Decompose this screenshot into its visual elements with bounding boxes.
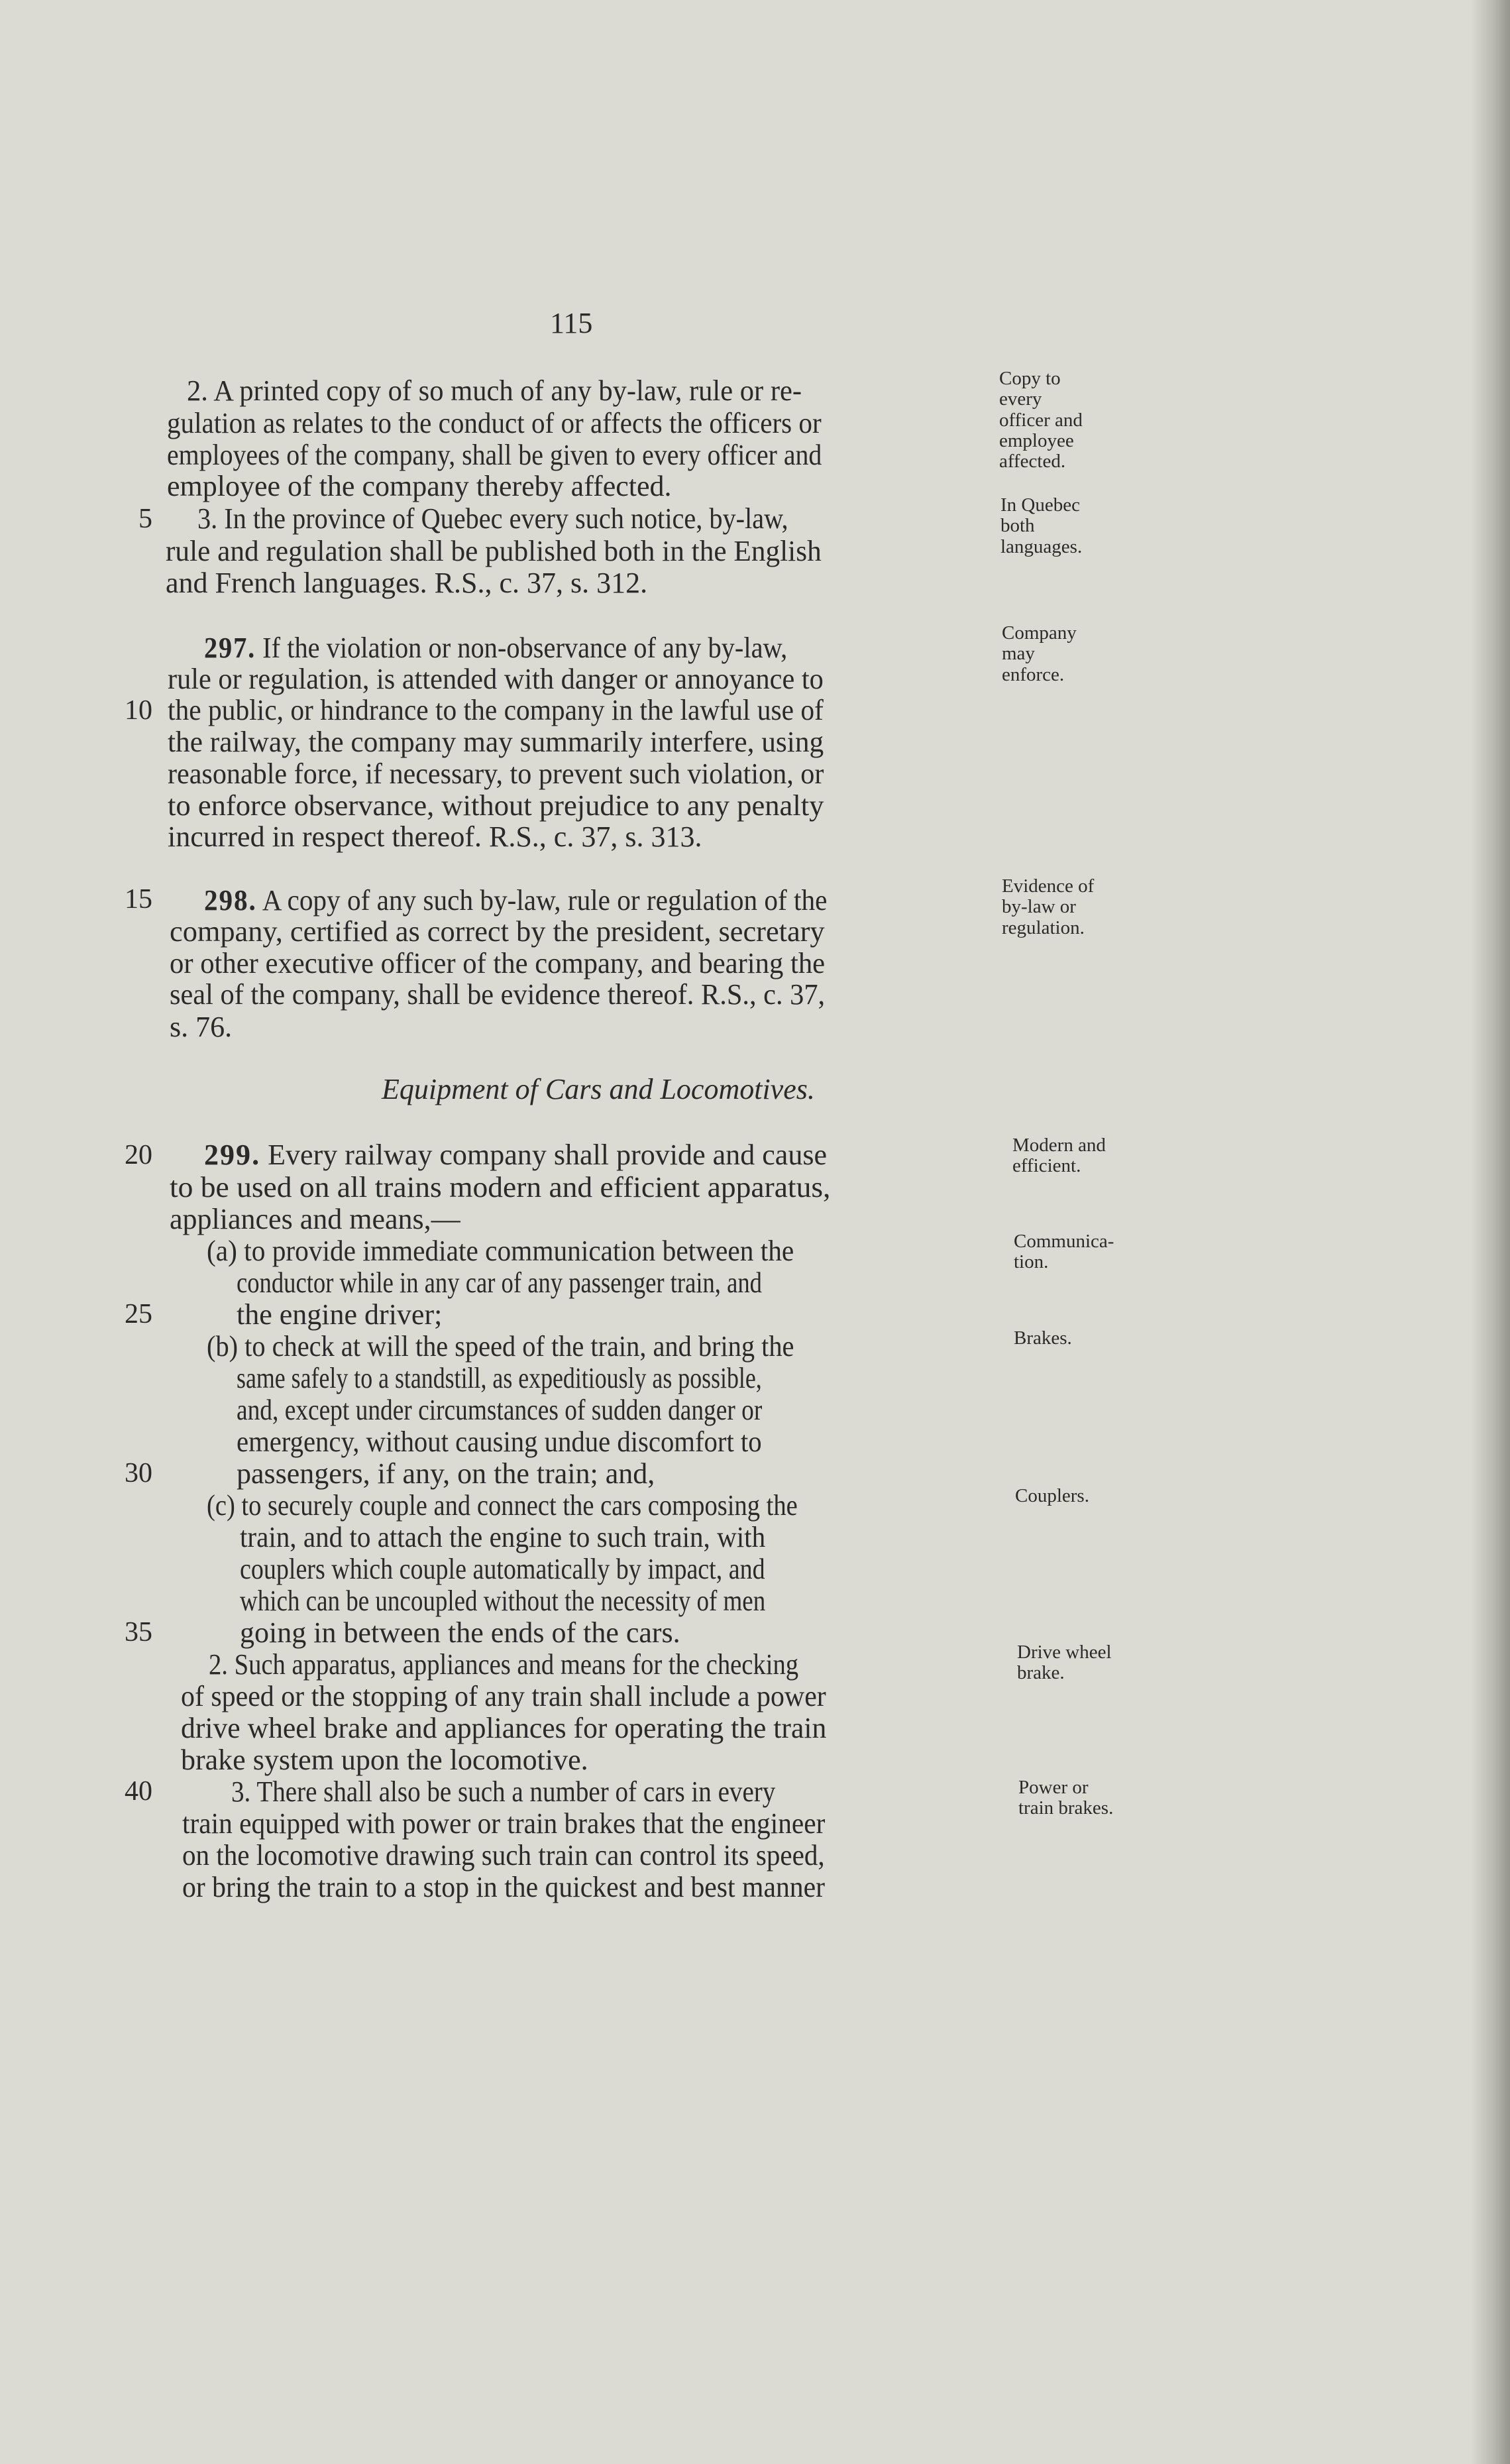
- margin-note: [1014, 1231, 1114, 1273]
- margin-note-line: In Quebec: [1000, 494, 1080, 516]
- margin-note-line: Couplers.: [1015, 1485, 1089, 1506]
- line-text: (b) to check at will the speed of the train, and bring the: [207, 1330, 794, 1363]
- line-text: going in between the ends of the cars.: [240, 1616, 680, 1649]
- margin-note-line: may: [1002, 643, 1035, 665]
- line-text: same safely to a standstill, as expeditiously as possible,: [237, 1362, 762, 1394]
- line-text: 2. A printed copy of so much of any by-law, rule or re-: [187, 374, 802, 407]
- text-line: [170, 980, 825, 1009]
- margin-note: [1002, 876, 1094, 938]
- text-line: [182, 1841, 825, 1870]
- text-line: [167, 441, 822, 470]
- text-line: [207, 1491, 798, 1520]
- margin-note-line: every: [999, 388, 1042, 410]
- margin-note: [999, 368, 1083, 473]
- text-line: [182, 1873, 825, 1902]
- section-number: 298.: [204, 884, 257, 917]
- line-text: train, and to attach the engine to such train, with: [240, 1521, 766, 1553]
- margin-note-line: enforce.: [1002, 663, 1065, 685]
- text-line: [168, 665, 824, 694]
- line-text: 3. There shall also be such a number of cars in every: [231, 1775, 776, 1808]
- line-text: conductor while in any car of any passenger train, and: [237, 1266, 762, 1299]
- margin-note: [1002, 623, 1077, 685]
- text-line: [181, 1682, 826, 1711]
- line-text: the railway, the company may summarily interfere, using: [168, 726, 824, 758]
- line-number: 15: [125, 884, 152, 915]
- text-line: [237, 1428, 762, 1457]
- margin-note-line: affected.: [999, 451, 1066, 473]
- text-line: [204, 634, 787, 663]
- margin-note-line: employee: [999, 429, 1074, 451]
- margin-note: [1000, 495, 1082, 557]
- line-text: 3. In the province of Quebec every such notice, by-law,: [197, 502, 788, 535]
- text-line: [182, 1809, 825, 1838]
- line-text: gulation as relates to the conduct of or affects the officers or: [167, 407, 822, 439]
- line-text: If the violation or non-observance of any by-law,: [256, 632, 788, 664]
- text-line: [181, 1714, 826, 1743]
- line-text: the engine driver;: [237, 1298, 443, 1331]
- margin-note: [1017, 1642, 1112, 1684]
- text-line: [204, 1141, 827, 1170]
- text-line: [237, 1459, 655, 1488]
- page-number: 115: [550, 307, 593, 339]
- margin-note-line: Copy to: [999, 368, 1061, 389]
- line-text: (a) to provide immediate communication between the: [207, 1235, 794, 1267]
- margin-note-line: train brakes.: [1018, 1797, 1114, 1819]
- line-text: seal of the company, shall be evidence thereof. R.S., c. 37,: [170, 978, 826, 1011]
- line-text: drive wheel brake and appliances for operating the train: [181, 1712, 827, 1744]
- text-line: [170, 1013, 232, 1042]
- line-text: Every railway company shall provide and cause: [260, 1139, 828, 1171]
- line-text: to be used on all trains modern and efficient apparatus,: [170, 1171, 831, 1204]
- margin-note: [1015, 1486, 1089, 1506]
- text-line: [168, 822, 702, 852]
- text-line: [197, 504, 788, 533]
- margin-note-line: efficient.: [1012, 1155, 1081, 1177]
- text-line: [240, 1587, 765, 1616]
- section-number: 297.: [204, 632, 256, 664]
- line-number: 20: [125, 1140, 152, 1170]
- margin-note-line: languages.: [1000, 535, 1083, 557]
- line-text: and French languages. R.S., c. 37, s. 312.: [166, 567, 648, 599]
- text-line: [168, 696, 824, 725]
- text-line: [240, 1555, 765, 1584]
- line-number: 30: [125, 1458, 152, 1488]
- text-line: [237, 1396, 762, 1425]
- margin-note-line: both: [1000, 515, 1035, 537]
- line-text: appliances and means,—: [170, 1203, 460, 1235]
- line-text: train equipped with power or train brakes that the engineer: [182, 1807, 826, 1840]
- line-text: on the locomotive drawing such train can control its speed,: [182, 1839, 825, 1872]
- text-line: [170, 949, 825, 978]
- margin-note-line: regulation.: [1002, 917, 1085, 938]
- margin-note: [1018, 1777, 1113, 1819]
- margin-note-line: Company: [1002, 622, 1077, 644]
- text-line: [240, 1523, 765, 1552]
- text-line: [207, 1237, 794, 1266]
- margin-note-line: Power or: [1018, 1777, 1089, 1798]
- margin-note-line: Communica-: [1014, 1231, 1114, 1252]
- line-number: 35: [125, 1617, 152, 1648]
- line-text: passengers, if any, on the train; and,: [237, 1457, 655, 1490]
- margin-note-line: Evidence of: [1002, 875, 1095, 897]
- line-text: of speed or the stopping of any train shall include a power: [181, 1680, 826, 1712]
- text-line: [231, 1777, 775, 1807]
- line-number: 40: [125, 1776, 152, 1807]
- margin-note-line: Drive wheel: [1017, 1642, 1112, 1663]
- line-text: couplers which couple automatically by impact, and: [240, 1553, 765, 1585]
- text-line: [204, 886, 827, 915]
- margin-note: [1012, 1135, 1106, 1177]
- margin-note-line: by-law or: [1002, 896, 1076, 918]
- line-text: 2. Such apparatus, appliances and means for the checking: [209, 1648, 799, 1681]
- text-line: [240, 1618, 680, 1648]
- line-number: 10: [125, 695, 152, 726]
- line-text: which can be uncoupled without the necessity of men: [240, 1585, 766, 1617]
- text-line: [167, 472, 672, 501]
- text-line: [237, 1364, 762, 1393]
- text-line: [168, 728, 824, 757]
- section-heading: Equipment of Cars and Locomotives.: [382, 1073, 815, 1105]
- line-text: brake system upon the locomotive.: [181, 1744, 588, 1776]
- line-text: emergency, without causing undue discomfort to: [237, 1426, 762, 1458]
- line-text: rule and regulation shall be published both in the English: [166, 535, 822, 567]
- line-text: company, certified as correct by the president, secretary: [170, 915, 825, 948]
- line-text: (c) to securely couple and connect the cars composing the: [207, 1489, 798, 1522]
- text-line: [237, 1268, 762, 1298]
- line-text: A copy of any such by-law, rule or regulation of the: [256, 884, 828, 917]
- line-text: employee of the company thereby affected.: [167, 470, 672, 502]
- text-line: [170, 917, 825, 946]
- line-text: employees of the company, shall be given to every officer and: [167, 439, 822, 471]
- line-text: and, except under circumstances of sudden danger or: [237, 1394, 763, 1426]
- margin-note-line: Modern and: [1012, 1135, 1106, 1156]
- line-text: or other executive officer of the company, and bearing the: [170, 947, 826, 980]
- line-text: the public, or hindrance to the company in the lawful use of: [168, 694, 824, 726]
- text-line: [170, 1205, 460, 1234]
- text-line: [237, 1300, 442, 1329]
- text-line: [207, 1332, 794, 1361]
- margin-note: [1014, 1328, 1072, 1349]
- section-number: 299.: [204, 1139, 261, 1171]
- margin-note-line: brake.: [1017, 1662, 1065, 1684]
- page-edge-shadow: [1470, 0, 1510, 2464]
- line-text: s. 76.: [170, 1011, 233, 1043]
- line-number: 5: [138, 504, 152, 534]
- line-text: incurred in respect thereof. R.S., c. 37, s. 313.: [168, 820, 702, 853]
- text-line: [187, 376, 802, 406]
- line-number: 25: [125, 1299, 152, 1329]
- text-line: [168, 759, 824, 789]
- line-text: to enforce observance, without prejudice to any penalty: [168, 789, 824, 822]
- text-line: [170, 1173, 830, 1202]
- text-line: [167, 409, 822, 438]
- text-line: [166, 537, 822, 566]
- margin-note-line: Brakes.: [1014, 1327, 1072, 1349]
- line-text: or bring the train to a stop in the quickest and best manner: [182, 1871, 826, 1903]
- text-line: [168, 791, 824, 820]
- text-line: [209, 1650, 798, 1679]
- text-line: [166, 569, 647, 598]
- text-line: [181, 1746, 588, 1775]
- margin-note-line: tion.: [1014, 1251, 1049, 1273]
- line-text: rule or regulation, is attended with danger or annoyance to: [168, 663, 824, 695]
- margin-note-line: officer and: [999, 409, 1083, 431]
- line-text: reasonable force, if necessary, to prevent such violation, or: [168, 757, 824, 790]
